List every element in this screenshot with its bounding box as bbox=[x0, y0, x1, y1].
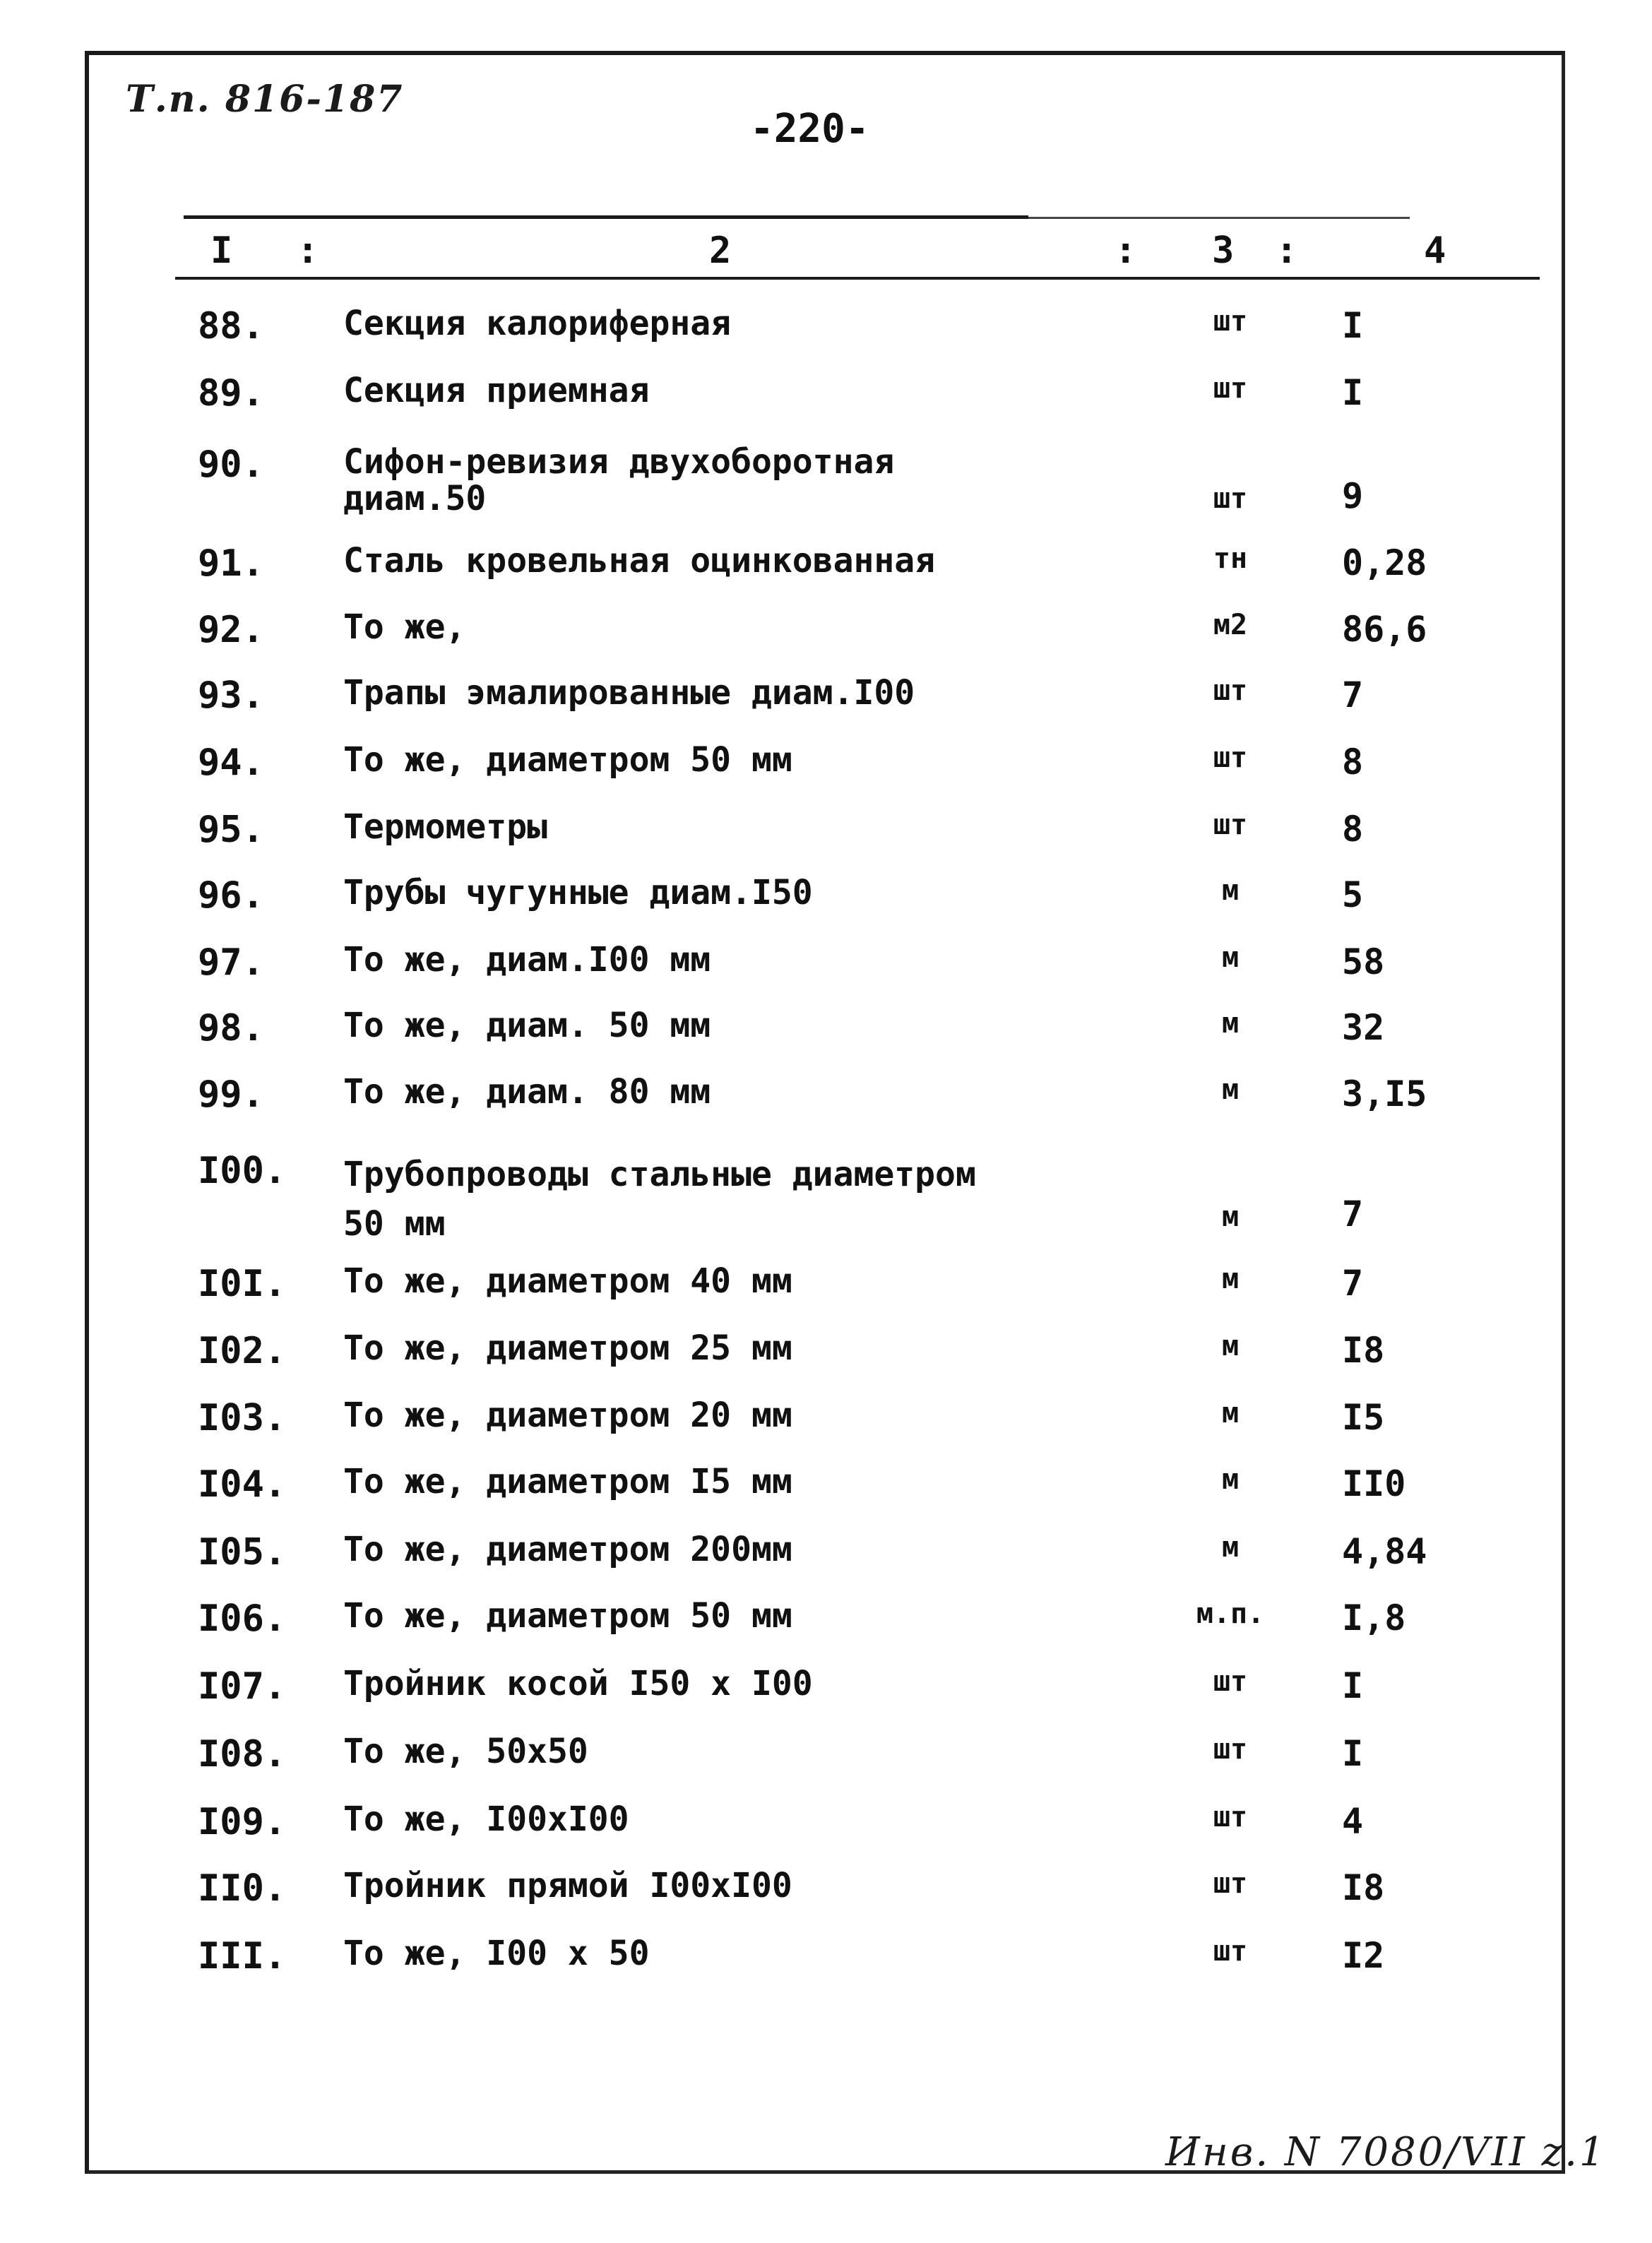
table-row bbox=[0, 1867, 1652, 1931]
row-number: 99. bbox=[198, 1073, 264, 1116]
row-quantity: I bbox=[1342, 1733, 1364, 1774]
header-col-3: 3 bbox=[1212, 230, 1235, 272]
row-number: I06. bbox=[198, 1598, 287, 1640]
row-name: То же, диаметром 40 мм bbox=[343, 1261, 792, 1301]
row-unit: м.п. bbox=[1196, 1598, 1265, 1630]
table-row bbox=[0, 809, 1652, 872]
table-row bbox=[0, 372, 1652, 436]
row-quantity: I bbox=[1342, 1665, 1364, 1706]
table-row bbox=[0, 674, 1652, 738]
row-unit: шт bbox=[1213, 1665, 1248, 1698]
row-quantity: 8 bbox=[1342, 742, 1364, 783]
row-name: Трубы чугунные диам.I50 bbox=[343, 873, 813, 912]
row-number: I03. bbox=[198, 1397, 287, 1439]
row-quantity: 7 bbox=[1342, 674, 1364, 715]
table-row bbox=[0, 1007, 1652, 1071]
row-number: I0I. bbox=[198, 1263, 287, 1305]
row-number: 92. bbox=[198, 609, 264, 651]
row-quantity: I,8 bbox=[1342, 1598, 1406, 1638]
row-quantity: 4 bbox=[1342, 1801, 1364, 1842]
row-unit: м bbox=[1221, 1073, 1240, 1106]
row-name: Тройник косой I50 x I00 bbox=[343, 1664, 813, 1703]
row-number: 94. bbox=[198, 742, 264, 784]
row-name: То же, диам.I00 мм bbox=[343, 940, 711, 980]
row-name: То же, 50x50 bbox=[343, 1732, 588, 1771]
row-number: III. bbox=[198, 1935, 287, 1977]
row-unit: м bbox=[1221, 874, 1240, 907]
row-quantity: I2 bbox=[1342, 1935, 1385, 1976]
table-row bbox=[0, 1598, 1652, 1661]
table-row bbox=[0, 609, 1652, 672]
table-row bbox=[0, 305, 1652, 369]
row-unit: м bbox=[1221, 1531, 1240, 1564]
row-name: Трубопроводы стальные диаметром 50 мм bbox=[343, 1155, 976, 1244]
row-number: I00. bbox=[198, 1150, 287, 1192]
table-row bbox=[0, 1150, 1652, 1242]
row-quantity: I8 bbox=[1342, 1330, 1385, 1371]
row-name: Сифон-ревизия двухоборотная диам.50 bbox=[343, 442, 895, 518]
row-name: То же, диам. 80 мм bbox=[343, 1072, 711, 1112]
row-unit: шт bbox=[1213, 372, 1248, 405]
row-number: I04. bbox=[198, 1463, 287, 1506]
row-number: 96. bbox=[198, 874, 264, 917]
table-row bbox=[0, 1463, 1652, 1527]
row-number: 95. bbox=[198, 809, 264, 851]
row-unit: шт bbox=[1213, 674, 1248, 707]
row-unit: шт bbox=[1213, 482, 1248, 515]
row-unit: м bbox=[1221, 941, 1240, 974]
row-number: I09. bbox=[198, 1801, 287, 1843]
table-row bbox=[0, 1330, 1652, 1393]
row-name: То же, диаметром 200мм bbox=[343, 1530, 792, 1569]
row-quantity: 9 bbox=[1342, 475, 1364, 516]
header-col-2: 2 bbox=[709, 230, 732, 272]
row-number: II0. bbox=[198, 1867, 287, 1910]
table-top-rule-right bbox=[1028, 217, 1410, 219]
row-name: То же, диам. 50 мм bbox=[343, 1006, 711, 1045]
header-col-4: 4 bbox=[1424, 230, 1446, 272]
row-unit: шт bbox=[1213, 1935, 1248, 1968]
row-unit: м bbox=[1221, 1201, 1240, 1233]
row-number: 98. bbox=[198, 1007, 264, 1049]
table-header-rule bbox=[175, 277, 1540, 280]
row-unit: шт bbox=[1213, 1733, 1248, 1766]
table-row bbox=[0, 874, 1652, 938]
table-row bbox=[0, 1531, 1652, 1595]
row-unit: м2 bbox=[1213, 609, 1248, 641]
row-name: То же, диаметром 25 мм bbox=[343, 1328, 792, 1368]
row-quantity: 32 bbox=[1342, 1007, 1385, 1048]
table-row bbox=[0, 1263, 1652, 1326]
row-unit: шт bbox=[1213, 809, 1248, 841]
row-number: 97. bbox=[198, 941, 264, 984]
row-unit: м bbox=[1221, 1263, 1240, 1295]
table-row bbox=[0, 444, 1652, 535]
table-row bbox=[0, 1935, 1652, 1999]
row-quantity: 58 bbox=[1342, 941, 1385, 982]
row-unit: шт bbox=[1213, 742, 1248, 774]
row-quantity: I8 bbox=[1342, 1867, 1385, 1908]
row-quantity: 8 bbox=[1342, 809, 1364, 850]
row-name: То же, диаметром 50 мм bbox=[343, 740, 792, 780]
row-quantity: 4,84 bbox=[1342, 1531, 1427, 1572]
row-number: 90. bbox=[198, 444, 264, 486]
row-name: То же, диаметром 50 мм bbox=[343, 1596, 792, 1636]
row-number: 89. bbox=[198, 372, 264, 415]
row-quantity: 3,I5 bbox=[1342, 1073, 1427, 1114]
row-name: То же, I00xI00 bbox=[343, 1799, 629, 1839]
row-unit: м bbox=[1221, 1463, 1240, 1496]
table-row bbox=[0, 1665, 1652, 1729]
table-row bbox=[0, 1397, 1652, 1460]
row-name: То же, bbox=[343, 607, 466, 647]
row-unit: шт bbox=[1213, 1867, 1248, 1900]
table-row bbox=[0, 1733, 1652, 1797]
header-col-1: I bbox=[210, 230, 233, 272]
row-number: 91. bbox=[198, 542, 264, 585]
table-row bbox=[0, 542, 1652, 606]
row-unit: м bbox=[1221, 1007, 1240, 1040]
table-row bbox=[0, 742, 1652, 805]
row-unit: шт bbox=[1213, 1801, 1248, 1833]
row-quantity: I5 bbox=[1342, 1397, 1385, 1438]
row-number: I02. bbox=[198, 1330, 287, 1372]
inventory-note: Инв. N 7080/VII z.1 bbox=[1165, 2129, 1607, 2175]
row-quantity: 0,28 bbox=[1342, 542, 1427, 583]
row-quantity: II0 bbox=[1342, 1463, 1406, 1504]
table-row bbox=[0, 941, 1652, 1005]
page-number: -220- bbox=[750, 106, 869, 152]
document-reference: Т.п. 816-187 bbox=[126, 78, 404, 121]
row-number: 93. bbox=[198, 674, 264, 717]
table-top-rule bbox=[184, 215, 1028, 219]
header-separator-2: : bbox=[1115, 230, 1137, 272]
table-row bbox=[0, 1073, 1652, 1137]
row-quantity: 5 bbox=[1342, 874, 1364, 915]
row-unit: м bbox=[1221, 1397, 1240, 1429]
header-separator-3: : bbox=[1276, 230, 1298, 272]
row-quantity: 7 bbox=[1342, 1194, 1364, 1234]
row-quantity: 7 bbox=[1342, 1263, 1364, 1304]
row-name: Тройник прямой I00xI00 bbox=[343, 1866, 792, 1905]
row-quantity: I bbox=[1342, 305, 1364, 346]
row-number: I07. bbox=[198, 1665, 287, 1708]
row-number: I08. bbox=[198, 1733, 287, 1775]
row-unit: шт bbox=[1213, 305, 1248, 338]
row-unit: тн bbox=[1213, 542, 1248, 575]
row-name: То же, диаметром I5 мм bbox=[343, 1462, 792, 1501]
row-quantity: I bbox=[1342, 372, 1364, 413]
row-quantity: 86,6 bbox=[1342, 609, 1427, 650]
row-unit: м bbox=[1221, 1330, 1240, 1362]
row-number: 88. bbox=[198, 305, 264, 347]
row-name: Секция приемная bbox=[343, 371, 650, 410]
row-name: Трапы эмалированные диам.I00 bbox=[343, 673, 915, 713]
row-name: То же, I00 x 50 bbox=[343, 1934, 650, 1973]
row-name: Термометры bbox=[343, 807, 547, 847]
table-row bbox=[0, 1801, 1652, 1864]
row-name: Сталь кровельная оцинкованная bbox=[343, 541, 936, 581]
header-separator-1: : bbox=[297, 230, 319, 272]
row-name: Секция калориферная bbox=[343, 304, 732, 343]
row-name: То же, диаметром 20 мм bbox=[343, 1396, 792, 1435]
row-number: I05. bbox=[198, 1531, 287, 1573]
